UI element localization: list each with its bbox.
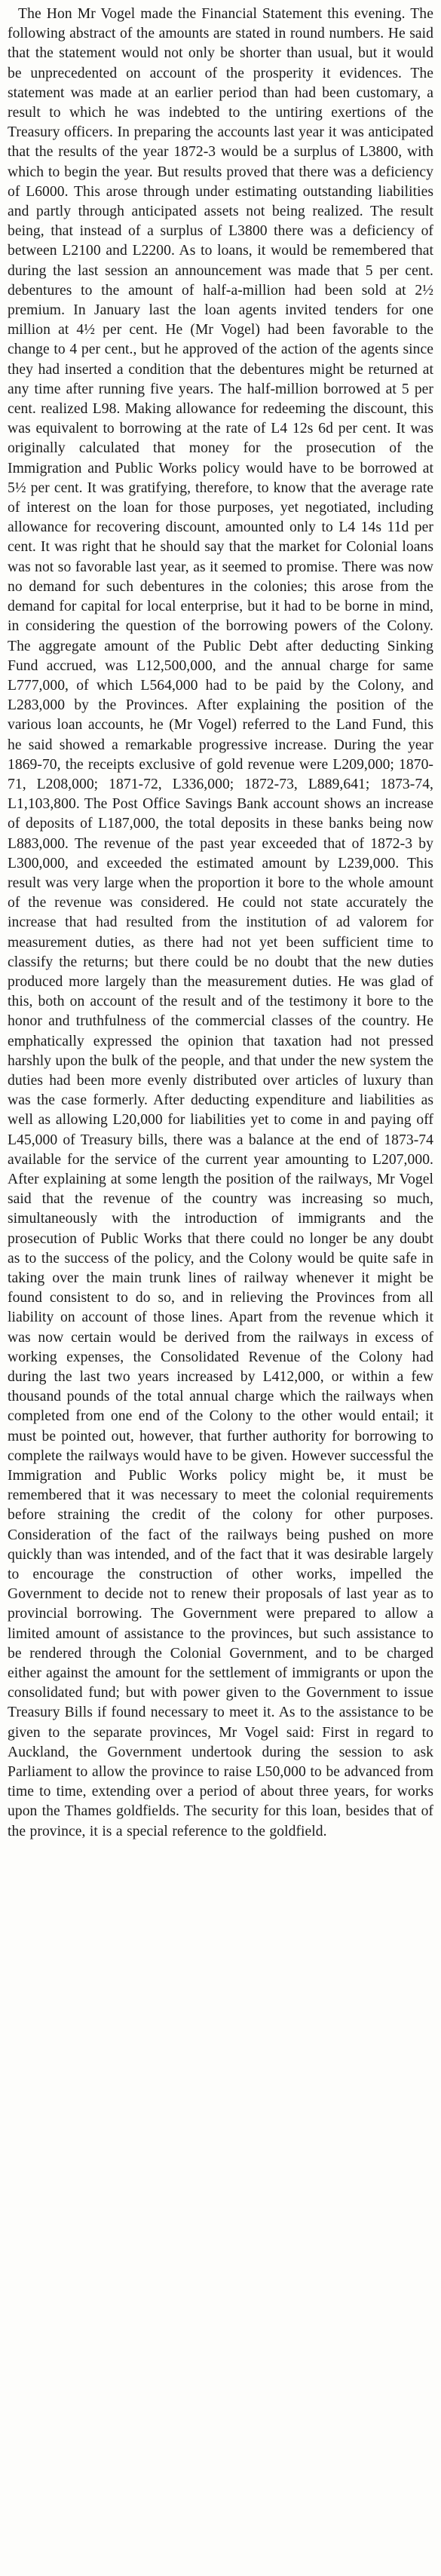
article-paragraph: The Hon Mr Vogel made the Financial Statement this evening. The following abstract of the amounts are stated in round numbers. He said that the statement would not only be shorter than usual, but it would be unprecedented on account of the prosperity it evidences. The statement was made at an earlier period than had been customary, a result to which he was indebted to the untiring exertions of the Treasury officers. In preparing the accounts last year it was anticipated that the results of the year 1872-3 would be a surplus of L3800, with which to begin the year. But results proved that there was a deficiency of L6000. This arose through under estimating outstanding liabilities and partly through anticipated assets not being realized. The result being, that instead of a surplus of L3800 there was a deficiency of between L2100 and L2200. As to loans, it would be remembered that during the last session an announcement was made that 5 per cent. debentures to the amount of half-a-million had been sold at 2½ premium. In January last the loan agents invited tenders for one million at 4½ per cent. He (Mr Vogel) had been favorable to the change to 4 per cent., but he approved of the action of the agents since they had inserted a condition that the debentures might be returned at any time after running five years. The half-million borrowed at 5 per cent. realized L98. Making allowance for redeeming the discount, this was equivalent to borrowing at the rate of L4 12s 6d per cent. It was originally calculated that money for the prosecution of the Immigration and Public Works policy would have to be borrowed at 5½ per cent. It was gratifying, therefore, to know that the average rate of interest on the loan for those purposes, yet negotiated, including allowance for recovering discount, amounted only to L4 14s 11d per cent. It was right that he should say that the market for Colonial loans was not so favorable last year, as it seemed to promise. There was now no demand for such debentures in the colonies; this arose from the demand for capital for local enterprise, but it had to be borne in mind, in considering the question of the borrowing powers of the Colony. The aggregate amount of the Public Debt after deducting Sinking Fund accrued, was L12,500,000, and the annual charge for same L777,000, of which L564,000 had to be paid by the Colony, and L283,000 by the Provinces. After explaining the position of the various loan accounts, he (Mr Vogel) referred to the Land Fund, this he said showed a remarkable progressive increase. During the year 1869-70, the receipts exclusive of gold revenue were L209,000; 1870-71, L208,000; 1871-72, L336,000; 1872-73, L889,641; 1873-74, L1,103,800. The Post Office Savings Bank account shows an increase of deposits of L187,000, the total deposits in these banks being now L883,000. The revenue of the past year exceeded that of 1872-3 by L300,000, and exceeded the estimated amount by L239,000. This result was very large when the proportion it bore to the whole amount of the revenue was considered. He could not state accurately the increase that had resulted from the institution of ad valorem for measurement duties, as there had not yet been sufficient time to classify the returns; but there could be no doubt that the new duties produced more largely than the measurement duties. He was glad of this, both on account of the result and of the testimony it bore to the honor and truthfulness of the commercial classes of the country. He emphatically expressed the opinion that taxation had not pressed harshly upon the bulk of the people, and that under the new system the duties had been more evenly distributed over articles of luxury than was the case formerly. After deducting expenditure and liabilities as well as allowing L20,000 for liabilities yet to come in and paying off L45,000 of Treasury bills, there was a balance at the end of 1873-74 available for the service of the current year amounting to L207,000. After explaining at some length the position of the railways, Mr Vogel said that the revenue of the country was increasing so much, simultaneously with the introduction of immigrants and the prosecution of Public Works that there could no longer be any doubt as to the success of the policy, and the Colony would be quite safe in taking over the main trunk lines of railway whenever it might be found consistent to do so, and in relieving the Provinces from all liability on account of those lines. Apart from the revenue which it was now certain would be derived from the railways in excess of working expenses, the Consolidated Revenue of the Colony had during the last two years increased by L412,000, or within a few thousand pounds of the total annual charge which the railways when completed from one end of the Colony to the other would entail; it must be pointed out, however, that further authority for borrowing to complete the railways would have to be given. However successful the Immigration and Public Works policy might be, it must be remembered that it was necessary to meet the colonial requirements before straining the credit of the colony for other purposes. Consideration of the fact of the railways being pushed on more quickly than was intended, and of the fact that it was desirable largely to encourage the construction of other works, impelled the Government to decide not to renew their proposals of last year as to provincial borrowing. The Government were prepared to allow a limited amount of assistance to the provinces, but such assistance to be rendered through the Colonial Government, and to be charged either against the amount for the settlement of immigrants or upon the consolidated fund; but with power given to the Government to issue Treasury Bills if found necessary to meet it. As to the assistance to be given to the separate provinces, Mr Vogel said: First in regard to Auckland, the Government undertook during the session to ask Parliament to allow the province to raise L50,000 to be advanced from time to time, extending over a period of about three years, for works upon the Thames goldfields. The security for this loan, besides that of the province, it is a special reference to the goldfield. <box>8 6 433 1839</box>
